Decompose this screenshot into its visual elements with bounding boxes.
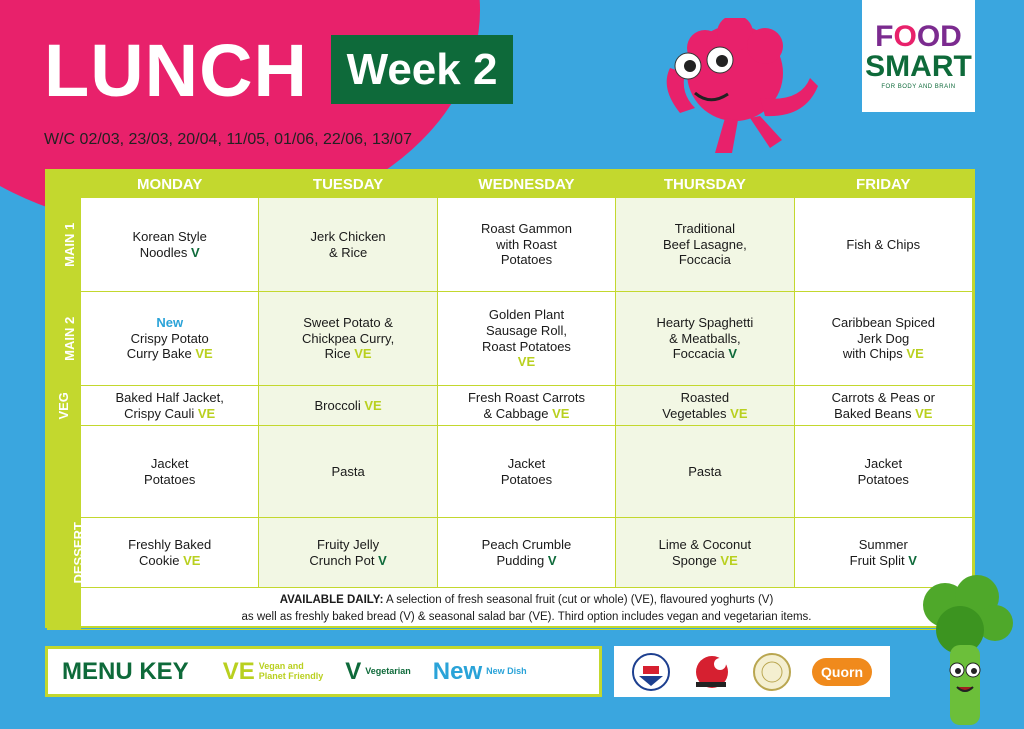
vegan-tag: VE [354, 346, 372, 362]
row-label-text: VEG [56, 391, 72, 420]
food-smart-logo [862, 0, 975, 112]
dish-text: Chickpea Curry, [301, 330, 395, 346]
dish-text: & Meatballs, [669, 330, 741, 346]
dish-text: Noodles [139, 244, 188, 260]
available-daily-note [81, 588, 973, 630]
dish-text: Golden Plant [488, 307, 565, 323]
key-ve-symbol: VE [222, 657, 255, 685]
key-new-symbol: New [432, 657, 483, 685]
menu-cell-thursday [616, 292, 794, 386]
menu-key-title: MENU KEY [62, 657, 189, 685]
dish-text: Roast Gammon [480, 221, 572, 237]
dish-text: Crispy Potato [130, 330, 209, 346]
dish-text: Beef Lasagne, [662, 236, 747, 252]
dish-text: Potatoes [857, 471, 909, 487]
logo-apple-o: O [893, 20, 917, 53]
dish-text: Cookie [138, 552, 180, 568]
menu-cell-friday [794, 198, 972, 292]
menu-cell-thursday [616, 518, 794, 588]
available-daily-heading: AVAILABLE DAILY: [279, 594, 384, 607]
dish-text: Vegetables [662, 405, 727, 421]
menu-cell-monday [81, 292, 259, 386]
dish-text: Crispy Cauli [124, 405, 195, 421]
dish-text: Pudding [496, 552, 545, 568]
dish-text: Traditional [674, 221, 735, 237]
logo-letter-f: F [875, 20, 894, 53]
menu-row [48, 386, 973, 426]
msc-seal-logo [752, 652, 792, 692]
menu-cell-wednesday [437, 198, 615, 292]
menu-cell-thursday [616, 386, 794, 426]
red-tractor-logo [631, 652, 671, 692]
dish-text: Potatoes [500, 252, 553, 268]
dish-text: Rice [324, 346, 351, 362]
row-label [48, 198, 81, 292]
dish-text: Korean Style [132, 228, 207, 244]
dish-text: Sweet Potato & [303, 315, 393, 331]
dish-text: Curry Bake [126, 346, 192, 362]
vegan-tag: VE [906, 346, 924, 362]
dish-text: with Roast [496, 236, 557, 252]
menu-cell-monday [81, 518, 259, 588]
menu-row [48, 198, 973, 292]
key-ve-description [259, 662, 324, 682]
vegan-tag: VE [364, 397, 382, 413]
logo-smart: SMART [865, 50, 972, 83]
vegan-tag: VE [195, 346, 213, 362]
menu-cell-tuesday [259, 386, 437, 426]
dish-text: Jacket [864, 455, 903, 471]
dish-text: Pasta [331, 463, 365, 479]
day-header-tuesday: TUESDAY [259, 172, 437, 198]
row-label [48, 518, 86, 588]
dish-text: Roasted [680, 389, 730, 405]
page-title: LUNCH [44, 29, 308, 112]
available-daily-line1: A selection of fresh seasonal fruit (cut or whole) (VE), flavoured yoghurts (V) [383, 594, 774, 607]
menu-cell-monday [81, 386, 259, 426]
day-header-friday: FRIDAY [794, 172, 972, 198]
key-ve-desc-line1: Vegan and [258, 660, 304, 671]
row-label [48, 292, 81, 386]
dish-text: Hearty Spaghetti [656, 315, 754, 331]
menu-key [45, 646, 602, 697]
dish-text: Fruity Jelly [317, 536, 380, 552]
vegetarian-tag: V [378, 552, 387, 568]
menu-cell-tuesday [259, 518, 437, 588]
menu-cell-wednesday [437, 386, 615, 426]
dish-text: Sponge [671, 552, 717, 568]
menu-cell-tuesday [259, 198, 437, 292]
row-label-text: MAIN 2 [62, 316, 78, 361]
menu-cell-wednesday [437, 426, 615, 518]
menu-cell-monday [81, 198, 259, 292]
menu-cell-thursday [616, 198, 794, 292]
vegan-tag: VE [552, 405, 570, 421]
quorn-logo [811, 656, 873, 688]
dish-text: Potatoes [144, 471, 196, 487]
dish-text: Fish & Chips [846, 236, 921, 252]
week-commencing-dates: W/C 02/03, 23/03, 20/04, 11/05, 01/06, 22/06, 13/07 [44, 131, 412, 148]
menu-cell-thursday [616, 426, 794, 518]
lunch-menu-table [45, 169, 975, 628]
dish-text: Peach Crumble [481, 536, 572, 552]
menu-cell-wednesday [437, 292, 615, 386]
key-ve-desc-line2: Planet Friendly [258, 670, 324, 681]
soil-association-logo [690, 652, 734, 692]
vegetarian-tag: V [908, 552, 917, 568]
dish-text: Jerk Chicken [310, 228, 386, 244]
vegan-tag: VE [730, 405, 748, 421]
dish-text: Crunch Pot [309, 552, 375, 568]
dish-text: Baked Beans [834, 405, 912, 421]
quorn-logo-text: Quorn [820, 663, 863, 680]
dish-text: Sausage Roll, [486, 322, 567, 338]
dish-text: Jacket [150, 455, 189, 471]
row-label-text: DESSERT [70, 521, 86, 584]
dish-text: Fresh Roast Carrots [467, 389, 585, 405]
dish-text: Foccacia [672, 346, 725, 362]
week-badge: Week 2 [331, 35, 513, 104]
menu-row [48, 426, 973, 518]
dish-text: Broccoli [314, 397, 361, 413]
new-dish-badge: New [156, 315, 184, 331]
key-v-description: Vegetarian [365, 665, 411, 676]
logo-tagline: FOR BODY AND BRAIN [881, 84, 956, 90]
key-new-description: New Dish [486, 665, 527, 676]
available-daily-line2: as well as freshly baked bread (V) & seasonal salad bar (VE). Third option includes vegan and vegetarian items. [241, 610, 812, 623]
dish-text: & Cabbage [483, 405, 549, 421]
table-corner [48, 172, 81, 198]
row-label-text: 3RD OPTION [79, 431, 95, 512]
menu-row [48, 292, 973, 386]
menu-cell-friday [794, 386, 972, 426]
day-header-monday: MONDAY [81, 172, 259, 198]
vegan-tag: VE [197, 405, 216, 421]
vegan-tag: VE [183, 552, 201, 568]
dish-text: with Chips [842, 346, 903, 362]
vegan-tag: VE [517, 354, 536, 370]
dish-text: Jerk Dog [857, 330, 910, 346]
pink-mascot-illustration [640, 18, 820, 158]
menu-cell-friday [794, 426, 972, 518]
dish-text: Potatoes [500, 471, 553, 487]
menu-cell-wednesday [437, 518, 615, 588]
dish-text: & Rice [328, 244, 368, 260]
menu-cell-tuesday [259, 426, 437, 518]
vegetarian-tag: V [728, 346, 738, 362]
menu-cell-friday [794, 292, 972, 386]
dish-text: Lime & Coconut [658, 536, 752, 552]
day-header-wednesday: WEDNESDAY [437, 172, 615, 198]
row-label-text: MAIN 1 [62, 222, 78, 267]
menu-cell-tuesday [259, 292, 437, 386]
row-label [48, 426, 95, 518]
day-header-thursday: THURSDAY [616, 172, 794, 198]
dish-text: Roast Potatoes [482, 338, 571, 354]
dish-text: Caribbean Spiced [831, 315, 935, 331]
dish-text: Summer [858, 536, 908, 552]
row-label [48, 386, 81, 426]
dish-text: Foccacia [678, 252, 731, 268]
logo-letters-od: OD [916, 20, 962, 53]
dish-text: Fruit Split [849, 552, 905, 568]
vegetarian-tag: V [547, 552, 557, 568]
daily-row-label [48, 588, 81, 630]
key-v-symbol: V [345, 657, 362, 685]
menu-row [48, 518, 973, 588]
dish-text: Jacket [507, 455, 546, 471]
dish-text: Baked Half Jacket, [115, 389, 224, 405]
menu-cell-monday [81, 426, 259, 518]
dish-text: Pasta [688, 463, 722, 479]
vegan-tag: VE [720, 552, 738, 568]
dish-text: Carrots & Peas or [831, 389, 935, 405]
vegetarian-tag: V [191, 244, 200, 260]
partner-logos [614, 646, 890, 697]
dish-text: Freshly Baked [128, 536, 212, 552]
broccoli-mascot-illustration [915, 575, 1015, 725]
vegan-tag: VE [915, 405, 933, 421]
